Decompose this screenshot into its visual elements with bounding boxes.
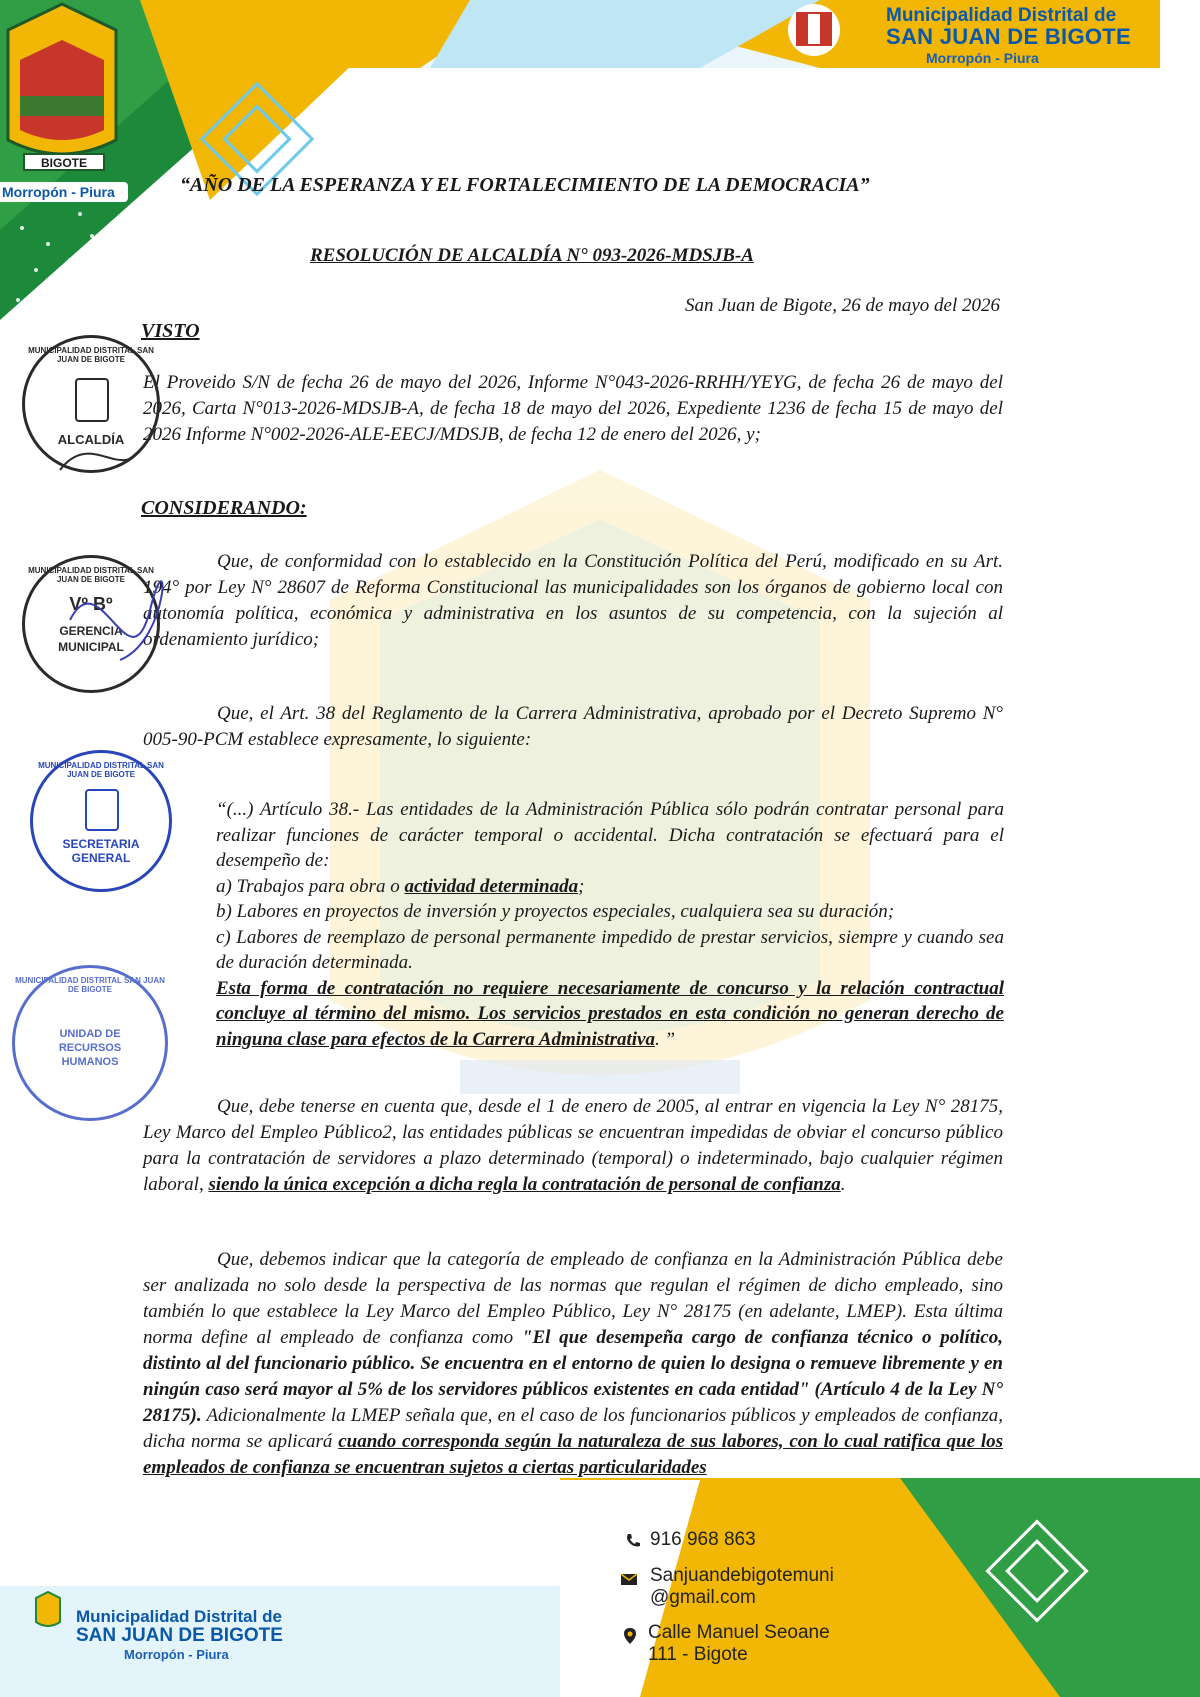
para4-text2: Adicionalmente la LMEP señala que, en el caso de los funcionarios públicos y empleados de confianza, dicha norma se aplicará bbox=[143, 1405, 1003, 1452]
place-date: San Juan de Bigote, 26 de mayo del 2026 bbox=[684, 295, 1000, 316]
paragraph-article-38: Que, el Art. 38 del Reglamento de la Carrera Administrativa, aprobado por el Decreto Supremo N° 005-90-PCM establece expresamente, lo siguiente: bbox=[143, 703, 1003, 750]
quote-closing-end: . ” bbox=[654, 1028, 676, 1050]
footer-address-line1: Calle Manuel Seoane bbox=[648, 1622, 830, 1643]
header-left-location-tag: Morropón - Piura bbox=[0, 182, 128, 202]
stamp-rrhh-label1: UNIDAD DE bbox=[59, 1028, 121, 1040]
stamp-secretaria-ring-text: MUNICIPALIDAD DISTRITAL SAN JUAN DE BIGOTE bbox=[38, 761, 164, 779]
footer-muni-line2: SAN JUAN DE BIGOTE bbox=[76, 1625, 283, 1646]
stamp-alcaldia-label: ALCALDÍA bbox=[57, 432, 125, 447]
visto-paragraph: El Proveido S/N de fecha 26 de mayo del 2026, Informe N°043-2026-RRHH/YEYG, de fecha 26 de mayo del 2026, Carta N°013-2026-MDSJB-A, de fecha 18 de mayo del 2026, Expediente 1236 de fecha 15 de mayo del 2026 Informe N°002-2026-ALE-EECJ/MDSJB, de fecha 12 de enero del 2026, y; bbox=[143, 372, 1003, 445]
paragraph-constitution: Que, de conformidad con lo establecido en la Constitución Política del Perú, modificado en su Art. 194° por Ley N° 28607 de Reforma Constitucional las municipalidades son los órganos de gobierno local con autonomía política, económica y administrativa en los asuntos de su competencia, con la sujeción al ordenamiento jurídico; bbox=[143, 551, 1003, 650]
stamp-rrhh-label3: HUMANOS bbox=[61, 1056, 119, 1068]
footer-address-line2: 111 - Bigote bbox=[648, 1644, 748, 1665]
email-icon bbox=[620, 1570, 638, 1588]
year-motto: “AÑO DE LA ESPERANZA Y EL FORTALECIMIENTO DE LA DEMOCRACIA” bbox=[180, 174, 870, 196]
stamp-secretaria-label1: SECRETARIA bbox=[62, 837, 140, 851]
para4-bold1: "El que desempeña cargo de confianza técnico o político, distinto al del funcionario público. Se encuentra en el entorno de quien lo designa o remueve libremente y en ningún caso será mayor al 5% de los servidores públicos existentes en cada entidad" (Artículo 4 de la Ley N° 28175). bbox=[143, 1327, 1003, 1426]
footer-muni-line3: Morropón - Piura bbox=[124, 1647, 229, 1662]
stamp-rrhh-ring-text: MUNICIPALIDAD DISTRITAL SAN JUAN DE BIGOTE bbox=[15, 976, 165, 994]
para4-text1: Que, debemos indicar que la categoría de empleado de confianza en la Administración Pública debe ser analizada no solo desde la perspectiva de las normas que regulan el régimen de dicho empleado, sino también lo que establece la Ley Marco del Empleo Público, Ley N° 28175 (en adelante, LMEP). Esta última norma define al empleado de confianza como bbox=[143, 1249, 1003, 1348]
footer-muni-line1: Municipalidad Distrital de bbox=[76, 1607, 282, 1626]
footer-email-line1: Sanjuandebigotemuni bbox=[650, 1565, 834, 1586]
stamp-secretaria-label2: GENERAL bbox=[71, 851, 131, 865]
stamp-gerencia-vb: Vº Bº bbox=[69, 594, 113, 614]
stamp-gerencia-ring-text: MUNICIPALIDAD DISTRITAL SAN JUAN DE BIGOTE bbox=[28, 566, 154, 584]
footer-municipality bbox=[76, 1608, 283, 1664]
footer-address bbox=[648, 1622, 830, 1666]
quote-item-c: c) Labores de reemplazo de personal permanente impedido de prestar servicios, siempre y cuando sea de duración determinada. bbox=[216, 926, 1004, 973]
quote-item-a-emphasis: actividad determinada bbox=[404, 875, 579, 897]
header-muni-line2: SAN JUAN DE BIGOTE bbox=[886, 24, 1131, 49]
considerando-heading: CONSIDERANDO: bbox=[141, 497, 307, 519]
quote-item-b: b) Labores en proyectos de inversión y proyectos especiales, cualquiera sea su duración; bbox=[216, 901, 895, 922]
quote-item-a-prefix: a) Trabajos para obra o bbox=[216, 875, 405, 897]
quote-intro: “(...) Artículo 38.- Las entidades de la Administración Pública sólo podrán contratar personal para realizar funciones de carácter temporal o accidental. Dicha contratación se efectuará para el desempeño de: bbox=[216, 799, 1004, 871]
stamp-rrhh-label2: RECURSOS bbox=[58, 1042, 122, 1054]
phone-icon bbox=[624, 1532, 642, 1550]
footer-email bbox=[650, 1565, 834, 1609]
resolution-title: RESOLUCIÓN DE ALCALDÍA N° 093-2026-MDSJB-A bbox=[310, 245, 754, 266]
footer-email-line2: @gmail.com bbox=[650, 1587, 756, 1608]
para4-bold2: cuando corresponda según la naturaleza de sus labores, con lo cual ratifica que los empleados de confianza se encuentran sujetos a ciertas particularidades bbox=[143, 1431, 1003, 1478]
quote-closing-emphasis: Esta forma de contratación no requiere necesariamente de concurso y la relación contractual concluye al término del mismo. Los servicios prestados en esta condición no generan derecho de ninguna clase para efectos de la Carrera Administrativa bbox=[216, 977, 1004, 1050]
header-muni-line1: Municipalidad Distrital de bbox=[886, 5, 1117, 26]
stamp-alcaldia-ring-text: MUNICIPALIDAD DISTRITAL SAN JUAN DE BIGOTE bbox=[28, 346, 154, 364]
footer-phone: 916 968 863 bbox=[650, 1529, 756, 1550]
para3-end: . bbox=[840, 1174, 846, 1195]
quote-item-a-suffix: ; bbox=[578, 875, 585, 897]
visto-heading: VISTO bbox=[141, 320, 200, 342]
stamp-gerencia-label1: GERENCIA bbox=[59, 624, 123, 638]
crest-label: BIGOTE bbox=[40, 156, 87, 170]
header-muni-line3: Morropón - Piura bbox=[926, 50, 1039, 66]
para3-text: Que, debe tenerse en cuenta que, desde el 1 de enero de 2005, al entrar en vigencia la Ley N° 28175, Ley Marco del Empleo Público2, las entidades públicas se encuentran impedidas de obviar el concurso público para la contratación de servidores a plazo determinado (temporal) o indeterminado, bajo cualquier régimen laboral, bbox=[143, 1096, 1003, 1195]
stamp-gerencia-label2: MUNICIPAL bbox=[58, 640, 124, 654]
para3-emphasis: siendo la única excepción a dicha regla la contratación de personal de confianza bbox=[208, 1174, 841, 1195]
location-pin-icon bbox=[621, 1627, 639, 1645]
